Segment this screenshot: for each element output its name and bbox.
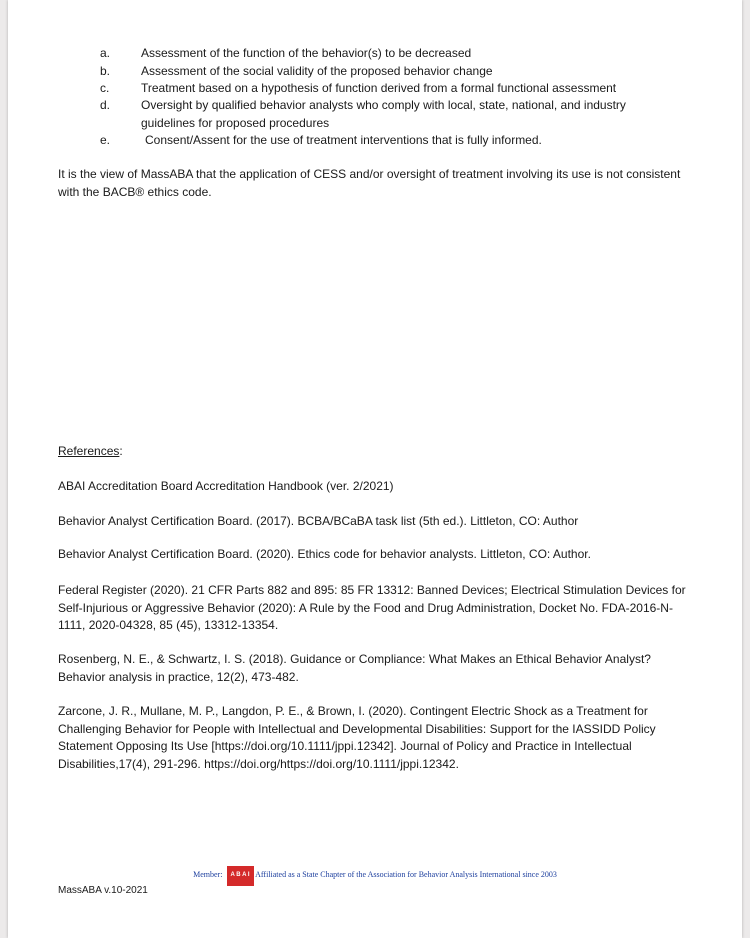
reference-entry: Rosenberg, N. E., & Schwartz, I. S. (2018). Guidance or Compliance: What Makes an Ethical Behavior Analyst? Behavior analysis in practice, 12(2), 473-482. xyxy=(58,652,651,684)
list-marker: d. xyxy=(100,98,111,112)
affiliation-text: Affiliated as a State Chapter of the Association for Behavior Analysis International since 2003 xyxy=(255,870,557,879)
document-version: MassABA v.10-2021 xyxy=(58,885,148,896)
references-heading-colon: : xyxy=(119,444,123,458)
list-item-text: Treatment based on a hypothesis of function derived from a formal functional assessment xyxy=(141,81,617,95)
reference-entry: ABAI Accreditation Board Accreditation Handbook (ver. 2/2021) xyxy=(58,479,394,493)
reference-entry: Zarcone, J. R., Mullane, M. P., Langdon, P. E., & Brown, I. (2020). Contingent Electric Shock as a Treatment for Challenging Behavior for People with Intellectual and Developmental Disabilities: Support for the IASSIDD Policy Statement Opposing Its Use [https://doi.org/10.1111/jppi.12342]. Journal of Policy and Practice in Intellectual Disabilities,17(4), 291-296. https://doi.org/https://doi.org/10.1111/jppi.12342. xyxy=(58,704,656,771)
member-label: Member: xyxy=(193,870,223,879)
list-marker: a. xyxy=(100,46,111,60)
document-page xyxy=(8,0,742,938)
references-heading xyxy=(58,443,698,461)
reference-entry: Federal Register (2020). 21 CFR Parts 882 and 895: 85 FR 13312: Banned Devices; Electrical Stimulation Devices for Self-Injurious or Aggressive Behavior (2020): A Rule by the Food and Drug Administration, Docket No. FDA-2016-N-1111, 2020-04328, 85 (45), 13312-13354. xyxy=(58,583,686,632)
list-marker: c. xyxy=(100,81,110,95)
references-heading-text: References xyxy=(58,444,120,458)
list-marker: b. xyxy=(100,64,111,78)
list-marker: e. xyxy=(100,133,111,147)
list-item-text: Assessment of the social validity of the proposed behavior change xyxy=(141,64,493,78)
reference-entry: Behavior Analyst Certification Board. (2017). BCBA/BCaBA task list (5th ed.). Littleton, CO: Author xyxy=(58,514,579,528)
list-item-text: Oversight by qualified behavior analysts who comply with local, state, national, and industry guidelines for proposed procedures xyxy=(141,98,626,130)
list-item-text: Assessment of the function of the behavior(s) to be decreased xyxy=(141,46,472,60)
position-statement: It is the view of MassABA that the application of CESS and/or oversight of treatment involving its use is not consistent with the BACB® ethics code. xyxy=(58,167,681,199)
reference-entry: Behavior Analyst Certification Board. (2020). Ethics code for behavior analysts. Littleton, CO: Author. xyxy=(58,547,591,561)
list-item-text: Consent/Assent for the use of treatment interventions that is fully informed. xyxy=(145,133,542,147)
abai-logo: ABAI xyxy=(227,866,254,886)
